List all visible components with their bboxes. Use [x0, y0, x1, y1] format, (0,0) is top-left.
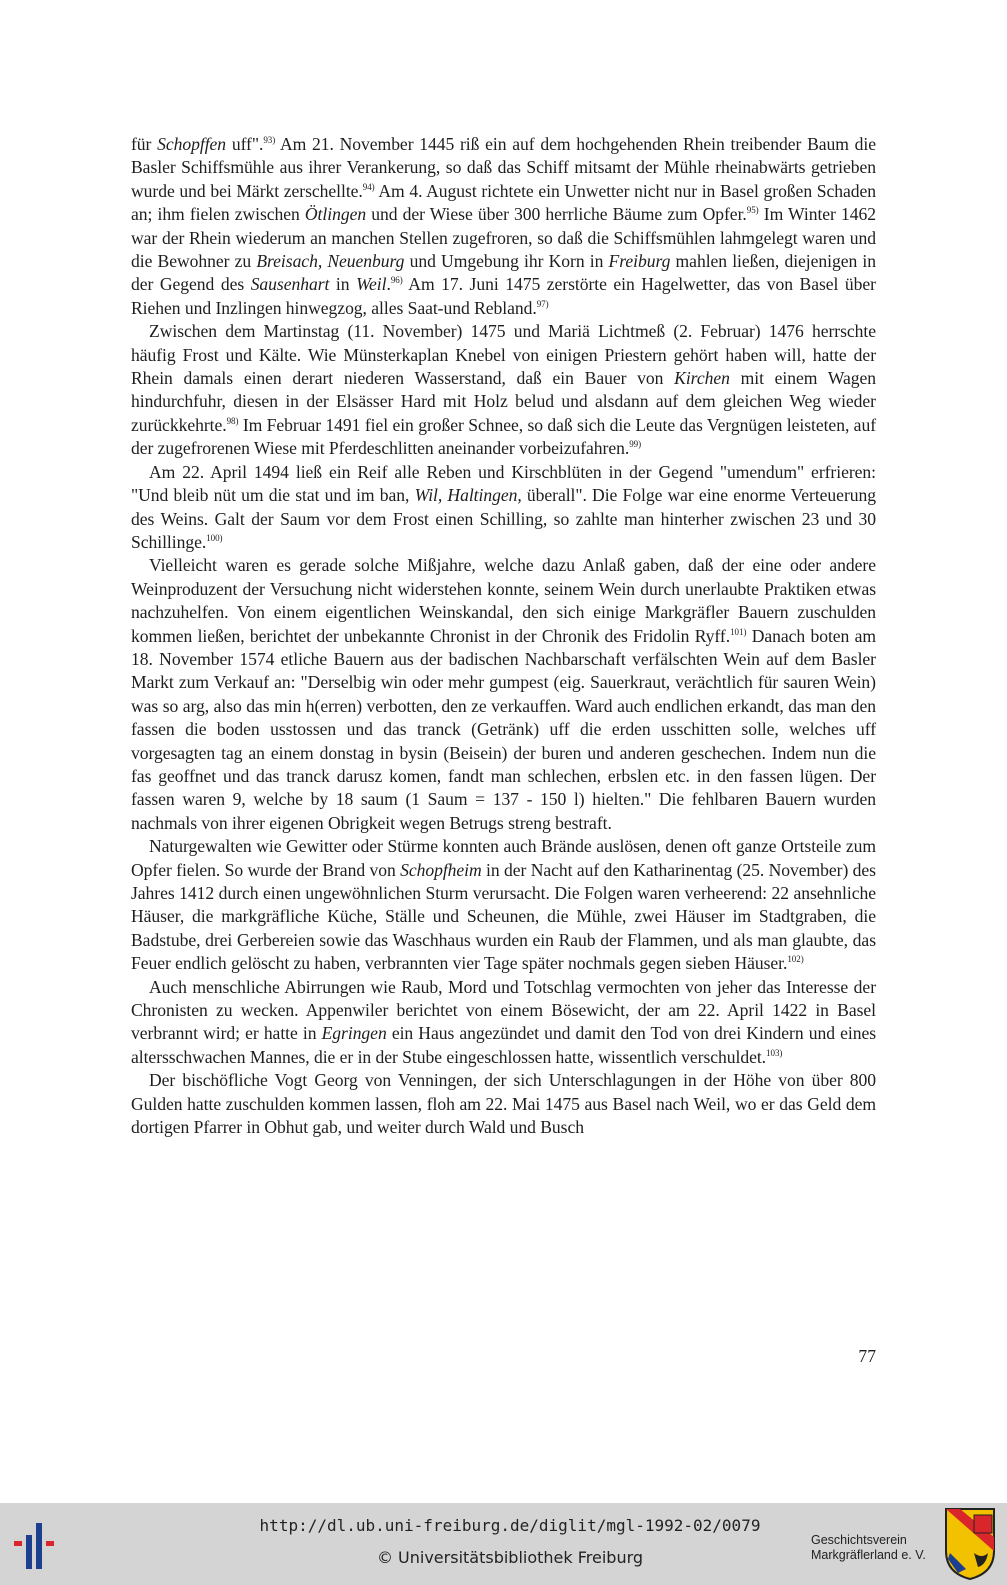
- footnote-ref: 101): [730, 626, 747, 637]
- paragraph: [131, 461, 876, 555]
- text-run: Am 4. August richtete ein Unwetter nicht nur in Basel großen Schaden an; ihm fielen zwischen: [131, 180, 876, 225]
- italic-place-name: Freiburg: [608, 251, 671, 272]
- text-run: Danach boten am 18. November 1574 etliche Bauern aus der badischen Nachbarschaft verfälschten Wein auf dem Basler Markt zum Verkauf an: "Derselbig win oder mehr gumpest (eig. Sauerkraut, verächtlich für sauren Wein) was so arg, also das min h(erren) verbotten, den ze verkauffen. Ward auch endlichen erkandt, das man den fassen die boden usstossen und das tranck (Getränk) uff die erden usschitten solle, welches uff vorgesagten tag an einem donstag in bysin (Beisein) der buren und anderen geschechen. Indem nun die fas geoffnet und das tranck darusz komen, fandt man schlechen, erbslen etc. in den fassen lügen. Der fassen waren 9, welche by 18 saum (1 Saum = 137 - 150 l) hielten." Die fehlbaren Bauern wurden nachmals von ihrer eigenen Obrigkeit wegen Betrugs streng bestraft.: [131, 625, 876, 833]
- text-run: überall". Die Folge war eine enorme Verteuerung des Weins. Galt der Saum vor dem Frost einen Schilling, so zahlte man hinterher zwischen 23 und 30 Schillinge.: [131, 485, 876, 552]
- text-run: Naturgewalten wie Gewitter oder Stürme konnten auch Brände auslösen, denen oft ganze Ortsteile zum Opfer fielen. So wurde der Brand von: [131, 836, 876, 880]
- text-run: mit einem Wagen hindurchfuhr, diesen in der Elsässer Hard mit Holz belud und alsdann auf dem gleichen Weg wieder zurückkehrte.: [131, 368, 876, 435]
- text-run: .: [386, 274, 391, 295]
- text-run: Zwischen dem Martinstag (11. November) 1475 und Mariä Lichtmeß (2. Februar) 1476 herrschte häufig Frost und Kälte. Wie Münsterkaplan Knebel von einigen Priestern gehört haben will, hatte der Rhein damals einen derart niederen Wasserstand, daß ein Bauer von: [131, 321, 876, 389]
- society-name-line2: Markgräflerland e. V.: [811, 1548, 926, 1562]
- society-name: [811, 1533, 946, 1563]
- text-run: für: [131, 134, 158, 154]
- footnote-ref: 96): [390, 275, 403, 286]
- text-run: in: [329, 274, 357, 295]
- footer-bar: [0, 1503, 1007, 1585]
- ub-freiburg-logo-icon: [12, 1521, 64, 1571]
- footnote-ref: 95): [746, 205, 759, 216]
- text-run: mahlen ließen, diejenigen in der Gegend des: [131, 251, 876, 295]
- text-run: in der Nacht auf den Katharinentag (25. November) des Jahres 1412 durch einen ungewöhnlichen Sturm verursacht. Die Folgen waren verheerend: 22 ansehnliche Häuser, die markgräfliche Küche, Ställe und Scheunen, die Mühle, zwei Häuser im Stadtgraben, die Badstube, drei Gerbereien sowie das Waschhaus wurden ein Raub der Flammen, und als man glaubte, das Feuer endlich gelöscht zu haben, verbrannten vier Tage später nochmals gegen sieben Häuser.: [131, 859, 876, 974]
- footnote-ref: 93): [263, 135, 276, 145]
- footnote-ref: 94): [362, 181, 375, 192]
- text-run: Am 17. Juni 1475 zerstörte ein Hagelwetter, das von Basel über Riehen und Inzlingen hinwegzog, alles Saat-und Rebland.: [131, 274, 876, 318]
- text-run: Im Februar 1491 fiel ein großer Schnee, so daß sich die Leute das Vergnügen leisteten, auf der zugefrorenen Wiese mit Pferdeschlitten aneinander vorbeizufahren.: [131, 414, 876, 459]
- permalink-url[interactable]: http://dl.ub.uni-freiburg.de/diglit/mgl-1992-02/0079: [259, 1516, 761, 1535]
- text-run: Vielleicht waren es gerade solche Mißjahre, welche dazu Anlaß gaben, daß der eine oder andere Weinproduzent der Versuchung nicht widerstehen konnte, seinem Wein durch unerlaubte Praktiken etwas nachzuhelfen. Von einem eigentlichen Weinskandal, den sich einige Markgräfler Bauern zuschulden kommen ließen, berichtet der unbekannte Chronist in der Chronik des Fridolin Ryff.: [131, 555, 876, 646]
- paragraph: [131, 133, 876, 320]
- paragraph: [131, 554, 876, 835]
- document-page: [131, 133, 876, 1139]
- italic-place-name: Ötlingen: [304, 204, 367, 225]
- text-run: und der Wiese über 300 herrliche Bäume zum Opfer.: [366, 204, 747, 225]
- copyright-notice: © Universitätsbibliothek Freiburg: [376, 1548, 644, 1567]
- italic-place-name: Breisach, Neuenburg: [256, 251, 405, 272]
- footnote-ref: 98): [226, 415, 239, 426]
- text-run: Der bischöfliche Vogt Georg von Venningen, der sich Unterschlagungen in der Höhe von über 800 Gulden hatte zuschulden kommen lassen, floh am 22. Mai 1475 aus Basel nach Weil, wo er das Geld dem dortigen Pfarrer in Obhut gab, und weiter durch Wald und Busch: [131, 1070, 876, 1138]
- footnote-ref: 97): [536, 298, 549, 309]
- italic-place-name: Weil: [356, 274, 387, 295]
- footnote-ref: 99): [629, 439, 642, 450]
- body-text: [131, 133, 876, 1139]
- coat-of-arms-icon: [944, 1507, 996, 1581]
- text-run: uff".: [226, 134, 264, 154]
- society-name-line1: Geschichtsverein: [811, 1533, 907, 1547]
- footnote-ref: 102): [787, 954, 804, 965]
- italic-place-name: Schopffen: [157, 134, 227, 154]
- footnote-ref: 100): [206, 532, 223, 543]
- page-number: 77: [858, 1346, 876, 1366]
- text-run: und Umgebung ihr Korn in: [404, 251, 609, 272]
- footnote-ref: 103): [766, 1047, 783, 1058]
- italic-place-name: Kirchen: [674, 368, 730, 389]
- text-run: Am 21. November 1445 riß ein auf dem hochgehenden Rhein treibender Baum die Basler Schiffsmühle aus ihrer Verankerung, so daß das Schiff mitsamt der Mühle rheinabwärts getrieben wurde und bei Märkt zerschellte.: [131, 134, 876, 201]
- italic-place-name: Schopfheim: [400, 859, 482, 880]
- italic-place-name: Wil, Haltingen,: [414, 485, 522, 506]
- text-run: Auch menschliche Abirrungen wie Raub, Mord und Totschlag vermochten von jeher das Interesse der Chronisten zu wecken. Appenwiler berichtet von einem Bösewicht, der am 22. April 1422 in Basel verbrannt wird; er hatte in: [131, 976, 876, 1044]
- text-run: ein Haus angezündet und damit den Tod von drei Kindern und eines altersschwachen Mannes, die er in der Stube eingeschlossen hatte, wissentlich verschuldet.: [131, 1023, 876, 1067]
- text-run: Am 22. April 1494 ließ ein Reif alle Reben und Kirschblüten in der Gegend "umendum" erfrieren: "Und bleib nüt um die stat und im ban,: [131, 461, 876, 506]
- italic-place-name: Egringen: [321, 1023, 387, 1044]
- paragraph: [131, 976, 876, 1070]
- paragraph: [131, 1069, 876, 1139]
- paragraph: [131, 320, 876, 460]
- paragraph: [131, 835, 876, 975]
- italic-place-name: Sausenhart: [250, 274, 330, 295]
- text-run: Im Winter 1462 war der Rhein wiederum an manchen Stellen zugefroren, so daß die Schiffsmühlen lahmgelegt waren und die Bewohner zu: [131, 204, 876, 272]
